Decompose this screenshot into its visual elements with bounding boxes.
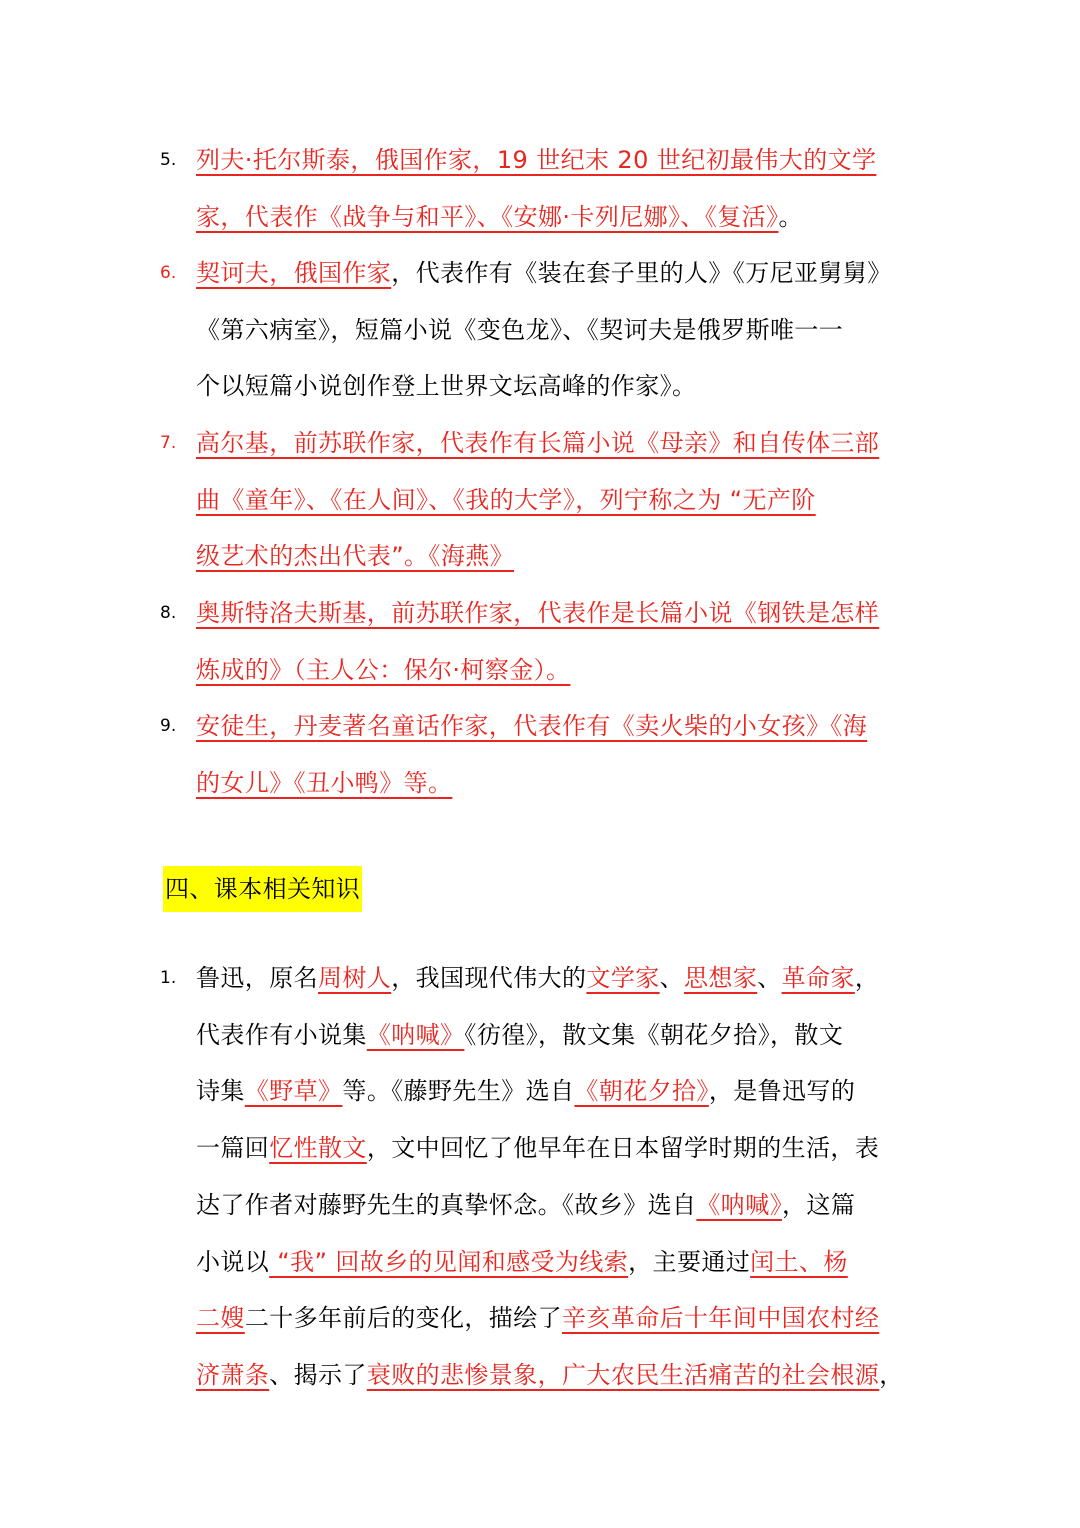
plain-text: 诗集 — [196, 1077, 245, 1106]
plain-text: ，文中回忆了他早年在日本留学时期的生活，表 — [366, 1134, 880, 1163]
text-line — [196, 642, 570, 698]
item-number: 6. — [160, 263, 177, 283]
highlighted-text: “我” 回故乡的见闻和感受为线索 — [269, 1247, 629, 1276]
plain-text: 个以短篇小说创作登上世界文坛高峰的作家》。 — [196, 372, 697, 401]
highlighted-text: 忆性散文 — [269, 1134, 367, 1163]
highlighted-text: 《野草》 — [244, 1077, 343, 1106]
highlighted-text: 炼成的》（主人公：保尔·柯察金）。 — [196, 655, 571, 684]
plain-text: 、揭示了 — [269, 1360, 367, 1389]
highlighted-text: 《呐喊》 — [366, 1020, 465, 1049]
text-line — [196, 1290, 879, 1346]
plain-text: 代表作有小说集 — [196, 1020, 367, 1049]
text-line — [196, 415, 879, 471]
highlighted-text: 级艺术的杰出代表”。《海燕》 — [196, 542, 515, 571]
highlighted-text: 列夫·托尔斯泰，俄国作家，19 世纪末 20 世纪初最伟大的文学 — [196, 146, 877, 174]
plain-text: ，主要通过 — [628, 1247, 751, 1276]
text-line — [196, 1120, 879, 1176]
highlighted-text: 高尔基，前苏联作家，代表作有长篇小说《母亲》和自传体三部 — [196, 429, 880, 457]
text-line — [196, 528, 514, 584]
plain-text: 《彷徨》，散文集《朝花夕拾》，散文 — [464, 1020, 844, 1049]
plain-text: 鲁迅，原名 — [196, 964, 318, 992]
text-line — [196, 302, 843, 358]
text-line — [196, 1347, 904, 1403]
plain-text: 小说以 — [196, 1247, 270, 1276]
text-line — [196, 585, 879, 641]
plain-text: 、 — [757, 964, 782, 992]
plain-text: ， — [879, 1360, 904, 1389]
text-line — [196, 1007, 843, 1063]
highlighted-text: 衰败的悲惨景象，广大农民生活痛苦的社会根源 — [366, 1360, 880, 1389]
text-line — [196, 189, 803, 245]
plain-text: ，是鲁迅写的 — [708, 1077, 856, 1106]
text-line — [196, 472, 816, 528]
highlighted-text: 奥斯特洛夫斯基，前苏联作家，代表作是长篇小说《钢铁是怎样 — [196, 599, 880, 627]
highlighted-text: 辛亥革命后十年间中国农村经 — [562, 1304, 880, 1333]
plain-text: 二十多年前后的变化，描绘了 — [244, 1304, 563, 1333]
highlighted-text: 《呐喊》 — [696, 1190, 783, 1219]
highlighted-text: 契诃夫，俄国作家 — [196, 259, 392, 287]
item-number: 8. — [160, 603, 177, 623]
plain-text: ， — [854, 964, 880, 992]
highlighted-text: 家，代表作《战争与和平》、《安娜·卡列尼娜》、《复活》 — [196, 202, 779, 231]
highlighted-text: 安徒生，丹麦著名童话作家，代表作有《卖火柴的小女孩》《海 — [196, 712, 868, 740]
plain-text: ，代表作有《装在套子里的人》《万尼亚舅舅》 — [391, 259, 892, 287]
text-line — [196, 755, 452, 811]
highlighted-text: 文学家 — [586, 964, 660, 992]
text-line — [196, 1234, 848, 1290]
section-heading: 四、课本相关知识 — [163, 866, 362, 912]
plain-text: 一篇回 — [196, 1134, 270, 1163]
highlighted-text: 济萧条 — [196, 1360, 270, 1389]
text-line — [196, 358, 696, 414]
plain-text: 等。《藤野先生》选自 — [342, 1077, 575, 1106]
item-number: 9. — [160, 716, 177, 736]
plain-text: 《第六病室》，短篇小说《变色龙》、《契诃夫是俄罗斯唯一一 — [196, 315, 844, 344]
plain-text: 达了作者对藤野先生的真挚怀念。《故乡》选自 — [196, 1190, 697, 1219]
item-number: 7. — [160, 433, 177, 453]
text-line — [196, 132, 876, 188]
text-line — [196, 950, 879, 1006]
item-number: 5. — [160, 150, 177, 170]
text-line — [196, 1177, 855, 1233]
highlighted-text: 革命家 — [781, 964, 855, 992]
highlighted-text: 周树人 — [318, 964, 392, 992]
highlighted-text: 闰土、杨 — [750, 1247, 848, 1276]
highlighted-text: 曲《童年》、《在人间》、《我的大学》，列宁称之为 “无产阶 — [196, 485, 816, 514]
plain-text: 、 — [659, 964, 685, 992]
text-line — [196, 1063, 855, 1119]
text-line — [196, 698, 867, 754]
text-line — [196, 245, 892, 301]
plain-text: 。 — [778, 202, 803, 231]
highlighted-text: 《朝花夕拾》 — [574, 1077, 709, 1106]
highlighted-text: 二嫂 — [196, 1304, 245, 1333]
plain-text: ，我国现代伟大的 — [391, 964, 587, 992]
highlighted-text: 思想家 — [684, 964, 758, 992]
highlighted-text: 的女儿》《丑小鸭》等。 — [196, 768, 453, 797]
plain-text: ，这篇 — [782, 1190, 856, 1219]
item-number: 1. — [160, 968, 177, 988]
